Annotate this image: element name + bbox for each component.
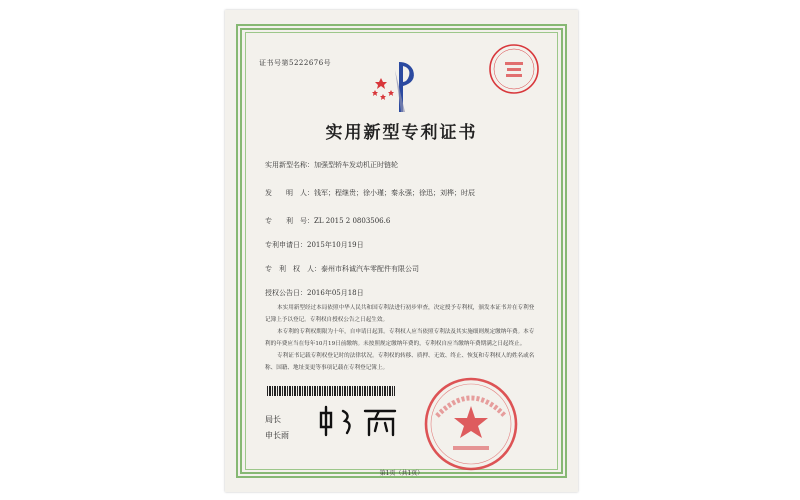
patentee-row bbox=[265, 264, 419, 274]
row-value: 加强型轿车发动机正时链轮 bbox=[314, 161, 398, 169]
row-label: 专 利 号： bbox=[265, 217, 314, 225]
barcode bbox=[267, 386, 395, 396]
row-value: ZL 2015 2 0803506.6 bbox=[314, 217, 391, 225]
application-date-row bbox=[265, 240, 364, 250]
row-value: 钱军；程继贵；徐小瑾；秦永强；徐迅；刘桦；时辰 bbox=[314, 189, 475, 197]
row-value: 泰州市科诚汽车零配件有限公司 bbox=[321, 265, 419, 273]
grant-date-row bbox=[265, 288, 364, 298]
cnipa-logo-icon bbox=[369, 56, 425, 116]
row-label: 发 明 人： bbox=[265, 189, 314, 197]
page-footer: 第1页（共1页） bbox=[379, 470, 424, 477]
certificate-title: 实用新型专利证书 bbox=[325, 123, 478, 143]
certificate-body bbox=[265, 302, 535, 374]
body-paragraph: 专利证书记载专利权登记时的法律状况。专利权的转移、质押、无效、终止、恢复和专利权人的姓名或名称、国籍、地址变更等事项记载在专利登记簿上。 bbox=[265, 353, 535, 371]
row-label: 专 利 权 人： bbox=[265, 265, 321, 273]
body-paragraph: 本实用新型经过本局依照中华人民共和国专利法进行初步审查，决定授予专利权，颁发本证书并在专利登记簿上予以登记。专利权自授权公告之日起生效。 bbox=[265, 305, 535, 323]
row-label: 授权公告日： bbox=[265, 289, 307, 297]
director-label: 局长 bbox=[265, 415, 281, 424]
patent-number-row bbox=[265, 216, 390, 226]
utility-model-name-row bbox=[265, 160, 398, 170]
certificate-number: 证书号第5222676号 bbox=[259, 59, 332, 67]
row-label: 专利申请日： bbox=[265, 241, 307, 249]
row-value: 2015年10月19日 bbox=[307, 241, 364, 249]
national-ip-seal-icon bbox=[423, 376, 519, 472]
inventors-row bbox=[265, 188, 475, 198]
row-value: 2016年05月18日 bbox=[307, 289, 364, 297]
director-name: 申长雨 bbox=[265, 431, 289, 440]
patent-certificate bbox=[225, 10, 578, 492]
body-paragraph: 本专利的专利权期限为十年，自申请日起算。专利权人应当依照专利法及其实施细则规定缴纳年费。本专利的年费应当在每年10月19日前缴纳。未按照规定缴纳年费的，专利权自应当缴纳年费期满之日起终止。 bbox=[265, 329, 535, 347]
office-seal-icon bbox=[487, 42, 541, 96]
row-label: 实用新型名称： bbox=[265, 161, 314, 169]
director-signature-icon bbox=[317, 405, 401, 439]
